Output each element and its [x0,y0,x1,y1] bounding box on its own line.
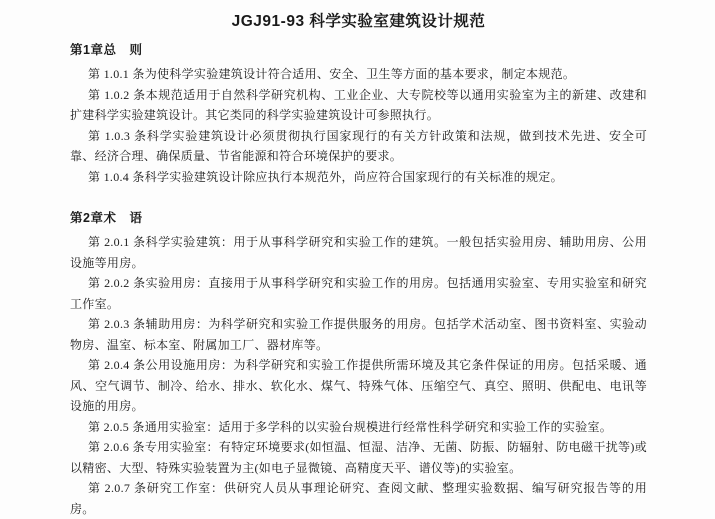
chapter-1 [70,42,647,187]
clause-2-0-6: 第 2.0.6 条专用实验室：有特定环境要求(如恒温、恒湿、洁净、无菌、防振、防辐射、防电磁干扰等)或以精密、大型、特殊实验装置为主(如电子显微镜、高精度天平、谱仪等)的实验室。 [70,440,647,475]
clause-1-0-1: 第 1.0.1 条为使科学实验建筑设计符合适用、安全、卫生等方面的基本要求，制定本规范。 [88,67,576,81]
clause-2-0-5: 第 2.0.5 条通用实验室：适用于多学科的以实验台规模进行经常性科学研究和实验工作的实验室。 [88,419,613,434]
chapter-2-heading: 第2章术 语 [70,211,143,225]
chapter-2 [70,210,647,519]
chapter-1-heading: 第1章总 则 [70,43,143,57]
clause-2-0-4: 第 2.0.4 条公用设施用房：为科学研究和实验工作提供所需环境及其它条件保证的用房。包括采暖、通风、空气调节、制冷、给水、排水、软化水、煤气、特殊气体、压缩空气、真空、照明、供配电、电讯等设施的用房。 [70,358,647,413]
document-title: JGJ91-93 科学实验室建筑设计规范 [231,13,486,30]
clause-2-0-1: 第 2.0.1 条科学实验建筑：用于从事科学研究和实验工作的建筑。一般包括实验用房、辅助用房、公用设施等用房。 [70,235,647,270]
clause-1-0-4: 第 1.0.4 条科学实验建筑设计除应执行本规范外，尚应符合国家现行的有关标准的规定。 [88,169,563,184]
clause-2-0-3: 第 2.0.3 条辅助用房：为科学研究和实验工作提供服务的用房。包括学术活动室、图书资料室、实验动物房、温室、标本室、附属加工厂、器材库等。 [70,317,647,352]
clause-1-0-2: 第 1.0.2 条本规范适用于自然科学研究机构、工业企业、大专院校等以通用实验室为主的新建、改建和扩建科学实验建筑设计。其它类同的科学实验建筑设计可参照执行。 [70,87,647,122]
clause-2-0-7-partially-clipped: 第 2.0.7 条研究工作室：供研究人员从事理论研究、查阅文献、整理实验数据、编写研究报告等的用房。 [70,481,647,516]
clause-1-0-3: 第 1.0.3 条科学实验建筑设计必须贯彻执行国家现行的有关方针政策和法规，做到技术先进、安全可靠、经济合理、确保质量、节省能源和符合环境保护的要求。 [70,128,647,163]
clause-2-0-2: 第 2.0.2 条实验用房：直接用于从事科学研究和实验工作的用房。包括通用实验室、专用实验室和研究工作室。 [70,276,647,311]
